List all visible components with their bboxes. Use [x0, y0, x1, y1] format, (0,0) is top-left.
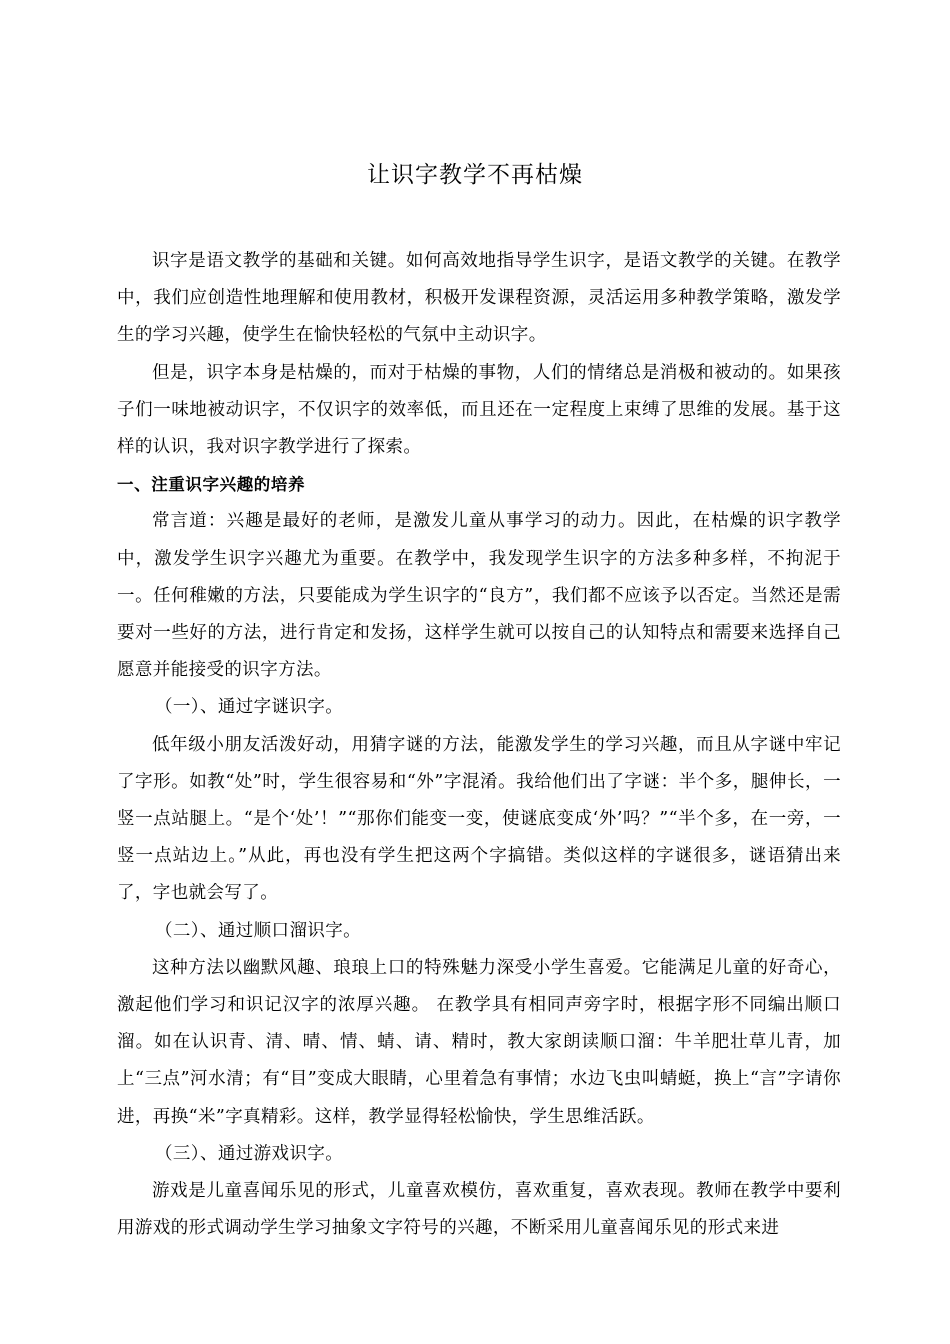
subsection-paragraph-riddles: 低年级小朋友活泼好动，用猜字谜的方法，能激发学生的学习兴趣，而且从字谜中牢记了字形。如教“处”时，学生很容易和“外”字混淆。我给他们出了字谜：半个多，腿伸长，一竖一点站腿上。“是个‘处’！”“那你们能变一变，使谜底变成‘外’吗？”“半个多，在一旁，一竖一点站边上。”从此，再也没有学生把这两个字搞错。类似这样的字谜很多，谜语猜出来了，字也就会写了。	[117, 734, 841, 904]
paragraph-intro: 识字是语文教学的基础和关键。如何高效地指导学生识字，是语文教学的关键。在教学中，我们应创造性地理解和使用教材，积极开发课程资源，灵活运用多种教学策略，激发学生的学习兴趣，使学生在愉快轻松的气氛中主动识字。	[117, 251, 841, 346]
section-heading: 一、注重识字兴趣的培养	[117, 475, 306, 495]
section-intro-paragraph: 常言道：兴趣是最好的老师，是激发儿童从事学习的动力。因此，在枯燥的识字教学中，激发学生识字兴趣尤为重要。在教学中，我发现学生识字的方法多种多样，不拘泥于一。任何稚嫩的方法，只要能成为学生识字的“良方”，我们都不应该予以否定。当然还是需要对一些好的方法，进行肯定和发扬，这样学生就可以按自己的认知特点和需要来选择自己愿意并能接受的识字方法。	[117, 511, 841, 681]
paragraph-background: 但是，识字本身是枯燥的，而对于枯燥的事物，人们的情绪总是消极和被动的。如果孩子们一味地被动识字，不仅识字的效率低，而且还在一定程度上束缚了思维的发展。基于这样的认识，我对识字教学进行了探索。	[117, 362, 841, 458]
subsection-paragraph-games: 游戏是儿童喜闻乐见的形式，儿童喜欢模仿，喜欢重复，喜欢表现。教师在教学中要利用游戏的形式调动学生学习抽象文字符号的兴趣，不断采用儿童喜闻乐见的形式来进	[117, 1181, 841, 1239]
subsection-heading-riddles: （一）、通过字谜识字。	[155, 697, 344, 718]
subsection-heading-games: （三）、通过游戏识字。	[155, 1143, 344, 1164]
subsection-heading-rhymes: （二）、通过顺口溜识字。	[155, 920, 362, 941]
subsection-paragraph-rhymes: 这种方法以幽默风趣、琅琅上口的特殊魅力深受小学生喜爱。它能满足儿童的好奇心，激起他们学习和识记汉字的浓厚兴趣。 在教学具有相同声旁字时，根据字形不同编出顺口溜。如在认识青、清、晴、情、蜻、请、精时，教大家朗读顺口溜：牛羊肥壮草儿青，加上“三点”河水清；有“目”变成大眼睛，心里着急有事情；水边飞虫叫蜻蜓，换上“言”字请你进，再换“米”字真精彩。这样，教学显得轻松愉快，学生思维活跃。	[117, 957, 841, 1127]
document-body	[117, 243, 841, 1247]
document-title: 让识字教学不再枯燥	[367, 162, 583, 188]
